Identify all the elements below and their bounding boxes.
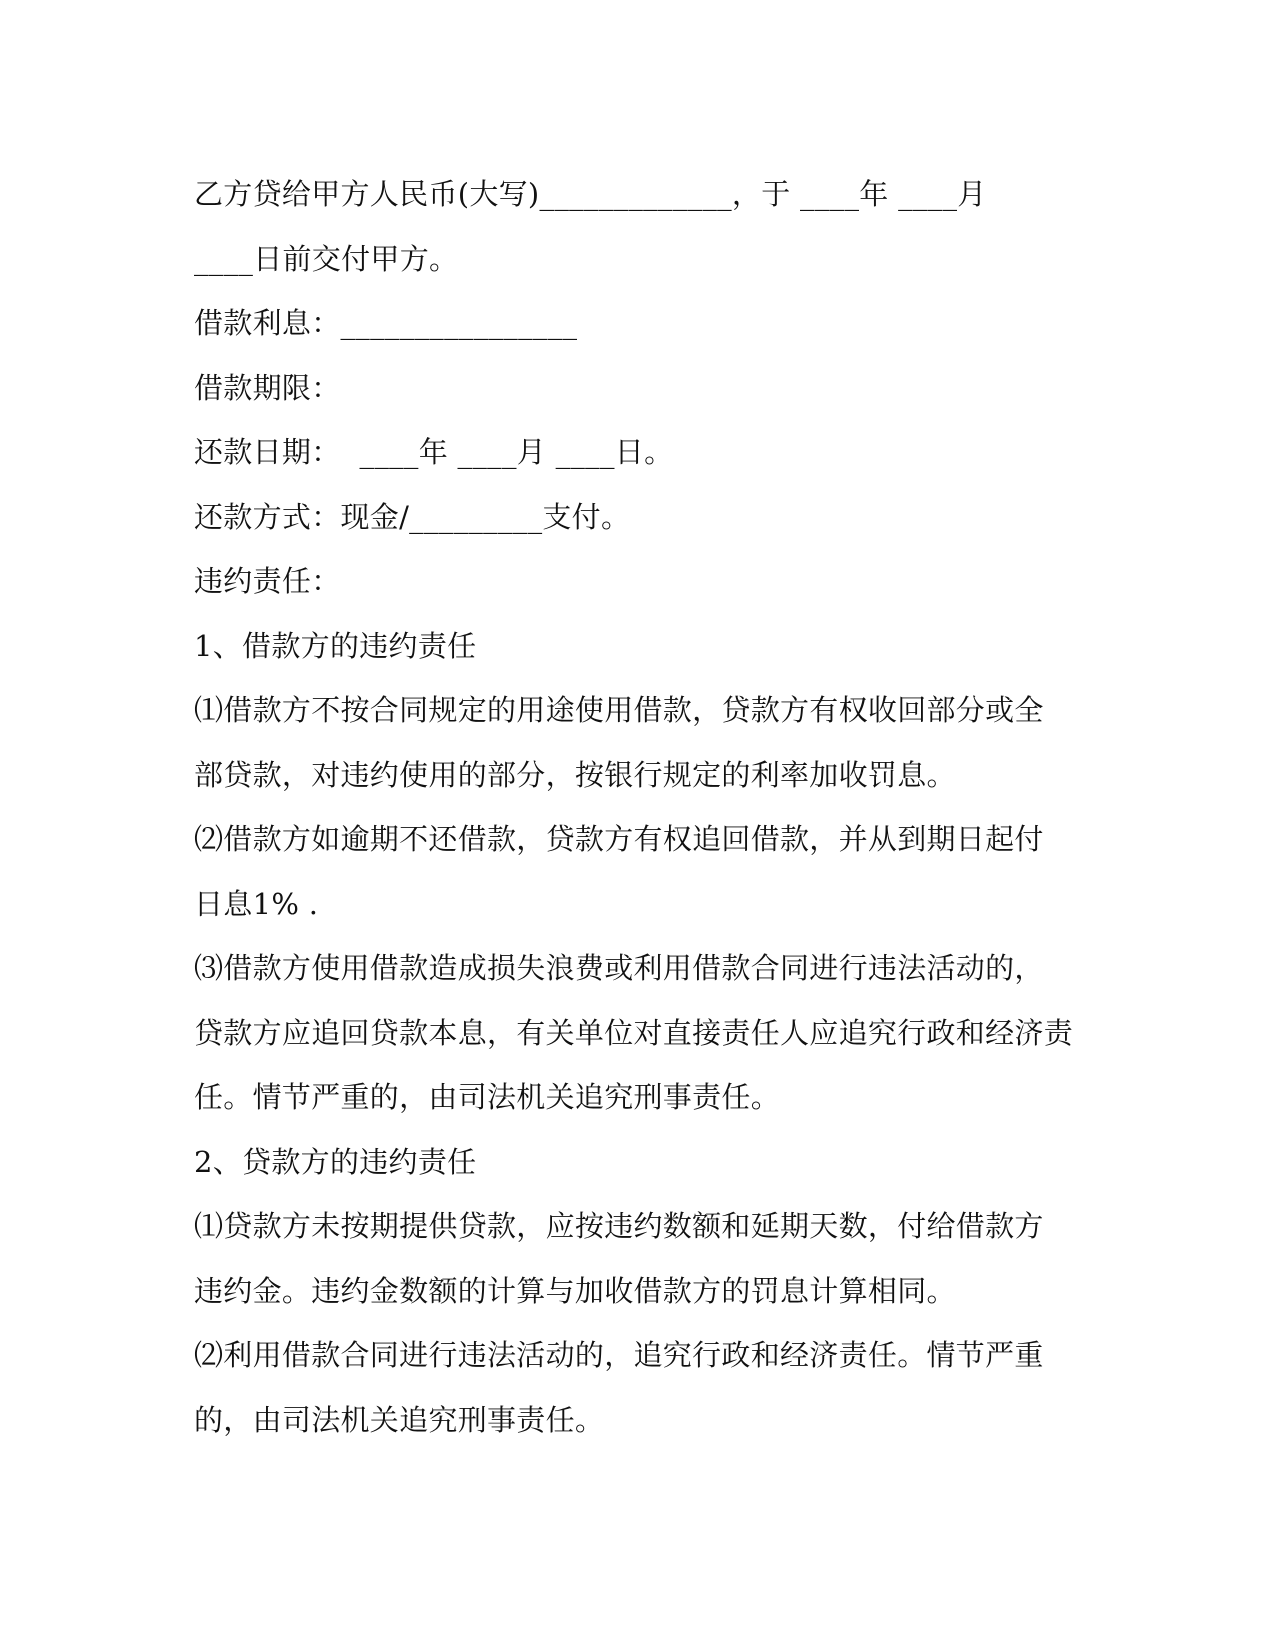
borrower-clause-3-line-1: ⑶借款方使用借款造成损失浪费或利用借款合同进行违法活动的， xyxy=(194,951,1044,985)
liability-heading: 违约责任： xyxy=(194,564,341,598)
contract-body xyxy=(194,162,1074,1452)
lender-clause-1-line-1: ⑴贷款方未按期提供贷款，应按违约数额和延期天数，付给借款方 xyxy=(194,1209,1044,1243)
borrower-clause-2-line-1: ⑵借款方如逾期不还借款，贷款方有权追回借款，并从到期日起付 xyxy=(194,822,1044,856)
lender-liability-heading: 2、贷款方的违约责任 xyxy=(194,1144,477,1179)
borrower-clause-3-line-3: 任。情节严重的，由司法机关追究刑事责任。 xyxy=(194,1080,781,1114)
borrower-clause-3-line-2: 贷款方应追回贷款本息，有关单位对直接责任人应追究行政和经济责 xyxy=(194,1015,1074,1050)
borrower-clause-2-line-2: 日息1% . xyxy=(194,886,319,921)
repayment-method-line: 还款方式：现金/_________支付。 xyxy=(194,499,631,534)
loan-term-line: 借款期限： xyxy=(194,370,341,405)
delivery-date-line: ____日前交付甲方。 xyxy=(194,241,459,276)
borrower-liability-heading: 1、借款方的违约责任 xyxy=(194,628,477,663)
loan-amount-line: 乙方贷给甲方人民币(大写)_____________，于 ____年 ____月 xyxy=(194,177,987,211)
borrower-clause-1-line-2: 部贷款，对违约使用的部分，按银行规定的利率加收罚息。 xyxy=(194,757,956,792)
borrower-clause-1-line-1: ⑴借款方不按合同规定的用途使用借款，贷款方有权收回部分或全 xyxy=(194,693,1044,727)
lender-clause-2-line-1: ⑵利用借款合同进行违法活动的，追究行政和经济责任。情节严重 xyxy=(194,1338,1044,1372)
lender-clause-2-line-2: 的，由司法机关追究刑事责任。 xyxy=(194,1402,605,1437)
repayment-date-line: 还款日期： ____年 ____月 ____日。 xyxy=(194,435,674,469)
loan-interest-line: 借款利息：________________ xyxy=(194,306,578,340)
lender-clause-1-line-2: 违约金。违约金数额的计算与加收借款方的罚息计算相同。 xyxy=(194,1273,956,1308)
